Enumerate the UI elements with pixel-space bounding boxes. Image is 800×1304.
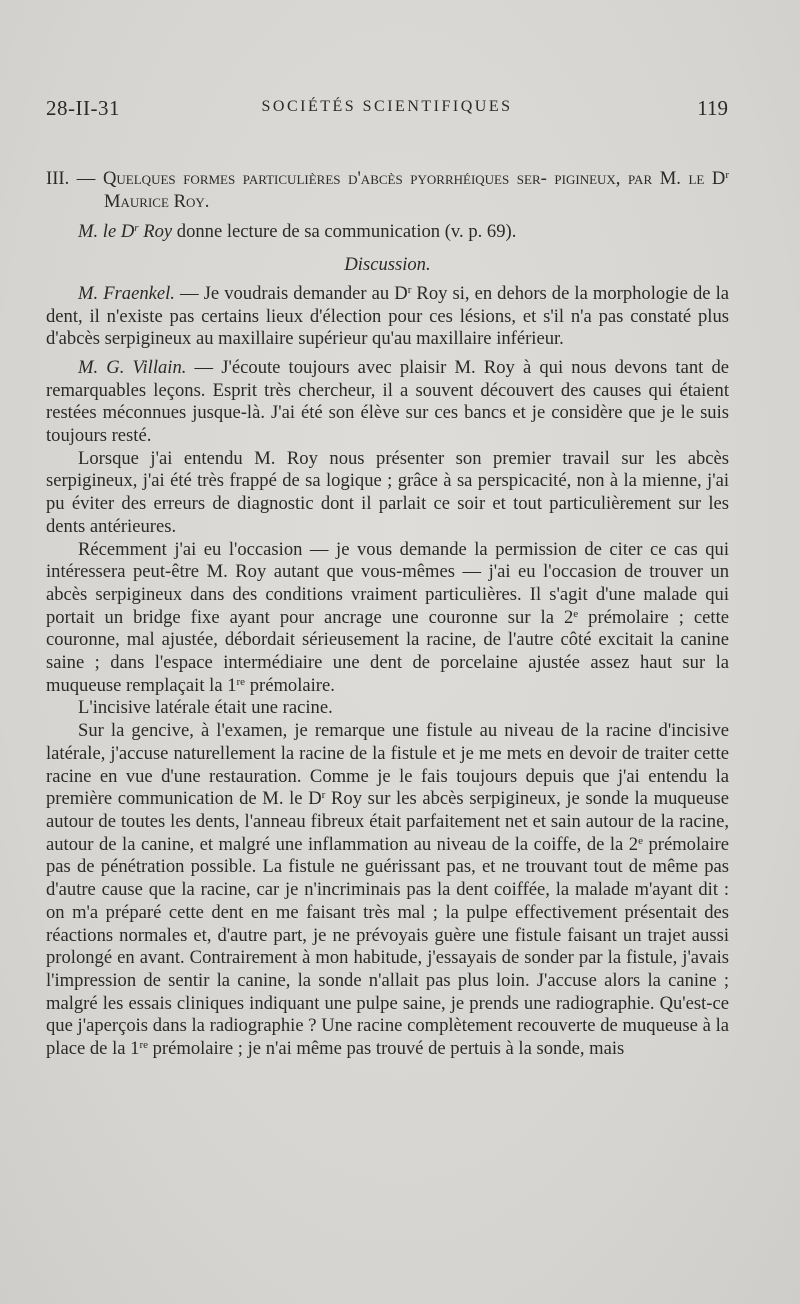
header-title: SOCIÉTÉS SCIENTIFIQUES: [261, 98, 513, 115]
p1-text-a: — Je voudrais demander au D: [174, 282, 408, 304]
header-date: 28-II-31: [46, 96, 120, 120]
paragraph-fraenkel: [46, 283, 729, 351]
p4-text-c: prémolaire.: [245, 674, 335, 696]
section-author: Maurice Roy.: [104, 190, 210, 212]
section-title-sup: r: [725, 169, 730, 181]
paragraph-3: Lorsque j'ai entendu M. Roy nous présenter son premier travail sur les abcès serpigineux, j'ai été très frappé de sa logique ; grâce à sa perspicacité, non à la mienne, j'ai pu éviter des erreurs de diagnostic dont il parlait ce soir et tout particulièrement sur les dents antérieures.: [46, 447, 729, 537]
discussion-heading: Discussion.: [344, 254, 431, 276]
p6-sup1: r: [321, 789, 326, 802]
section-number: III. —: [46, 168, 96, 189]
body-text: [46, 168, 729, 1061]
p2-text: — J'écoute toujours avec plaisir M. Roy à qui nous devons tant de remarquables leçons. Esprit très chercheur, il a souvent découvert des causes qui étaient restées méconnues jusque-là. J'ai été son élève sur ces bancs et je considère que je le suis toujours resté.: [46, 356, 729, 447]
p6-sup2: e: [638, 834, 643, 847]
p1-text-b: Roy si, en dehors de la morphologie de la dent, il n'existe pas certains lieux d'élection pour ces lésions, et s'il n'a pas constaté plus d'abcès serpigineux au maxillaire supérieur qu'au maxillaire inférieur.: [46, 282, 729, 350]
p1-sup: r: [407, 283, 412, 296]
p4-text-b: prémolaire ; cette couronne, mal ajustée, débordait sérieusement la racine, de l'autre côté excitait la canine saine ; dans l'espace intermédiaire une dent de porcelaine ajustée assez haut sur la muqueuse remplaçait la 1: [46, 606, 729, 696]
p6-sup3: re: [139, 1039, 148, 1052]
section-title-part2: pigineux, par M. le D: [554, 168, 726, 189]
p4-sup2: re: [236, 675, 246, 688]
p4-sup1: e: [573, 607, 579, 620]
p6-text-b: Roy sur les abcès serpigineux, je sonde la muqueuse autour de toutes les dents, l'anneau fibreux était parfaitement net et sain autour de la racine, autour de la canine, et malgré une inflammation au niveau de la coiffe, de la 2: [46, 788, 729, 855]
intro-paragraph: [46, 221, 729, 244]
p6-text-d: prémolaire ; je n'ai même pas trouvé de pertuis à la sonde, mais: [147, 1038, 625, 1060]
paragraph-6: [46, 720, 729, 1061]
paragraph-4: [46, 539, 729, 698]
intro-text: donne lecture de sa communication (v. p. 69).: [172, 221, 517, 243]
intro-sup: r: [134, 222, 139, 235]
paragraph-5: L'incisive latérale était une racine.: [78, 697, 333, 719]
speaker-fraenkel: M. Fraenkel.: [78, 282, 175, 304]
speaker-villain: M. G. Villain.: [78, 356, 187, 378]
paragraph-villain: [46, 357, 729, 448]
running-head: [46, 96, 728, 126]
p6-text-a: Sur la gencive, à l'examen, je remarque une fistule au niveau de la racine d'incisive latérale, j'accuse naturellement la racine de la fistule et je me mets en devoir de traiter cette racine en vue d'une restauration. Comme je le fais toujours depuis que j'ai entendu la première communication de M. le D: [46, 720, 729, 810]
p6-text-c: prémolaire pas de pénétration possible. La fistule ne guérissant pas, et ne trouvant tout de même pas d'autre cause que la racine, car je n'incriminais pas la dent coiffée, la malade m'ayant dit : on m'a préparé cette dent en me faisant très mal ; la pulpe effectivement présentait des réactions normales et, d'autre part, je ne prévoyais guère une fistule faisant un trajet aussi prolongé en avant. Contrairement à mon habitude, j'essayais de sonder par la fistule, j'avais l'impression de sentir la canine, la sonde n'allait pas plus loin. J'accuse alors la canine ; malgré les essais cliniques indiquant une pulpe saine, je prends une radiographie. Qu'est-ce que j'aperçois dans la radiographie ? Une racine complètement recouverte de muqueuse à la place de la 1: [46, 833, 729, 1060]
intro-speaker-name: Roy: [138, 221, 173, 243]
intro-speaker: M. le D: [78, 221, 135, 243]
section-title-part1: Quelques formes particulières d'abcès pyorrhéiques ser-: [102, 168, 547, 189]
page-number: 119: [697, 96, 728, 120]
p4-text-a: Récemment j'ai eu l'occasion — je vous demande la permission de citer ce cas qui intéressera peut-être M. Roy autant que vous-mêmes — j'ai eu l'occasion de trouver un abcès serpigineux dans des conditions vraiment particulières. Il s'agit d'une malade qui portait un bridge fixe ayant pour ancrage une couronne sur la 2: [46, 538, 729, 628]
section-heading: [46, 168, 729, 213]
